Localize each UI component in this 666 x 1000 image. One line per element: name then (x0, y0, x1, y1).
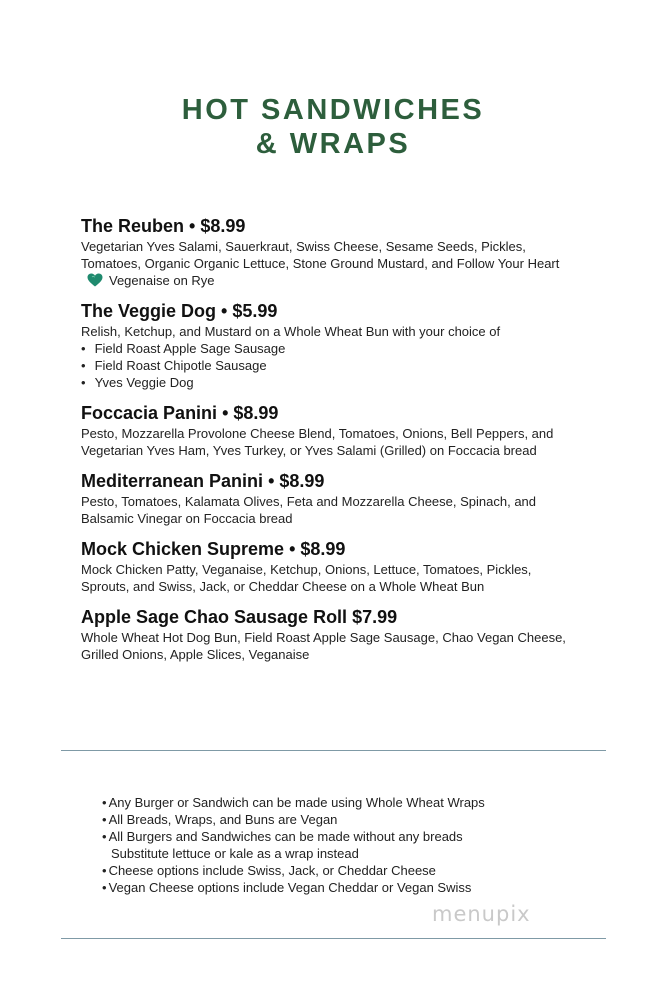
menu-item-foccacia-panini (81, 401, 581, 459)
item-price: $8.99 (200, 216, 246, 236)
item-description-text: Vegenaise on Rye (109, 273, 215, 288)
item-description-text: Vegetarian Yves Salami, Sauerkraut, Swiss Cheese, Sesame Seeds, Pickles, Tomatoes, Organic Organic Lettuce, Stone Ground Mustard, and Follow Your Heart (81, 239, 560, 271)
menu-item-reuben (81, 214, 581, 289)
item-heading (81, 537, 581, 561)
item-separator: • (217, 403, 234, 423)
note-item: Substitute lettuce or kale as a wrap instead (111, 846, 359, 861)
option-item: • Field Roast Apple Sage Sausage (81, 340, 581, 357)
item-heading (81, 214, 581, 238)
menu-item-mediterranean-panini (81, 469, 581, 527)
note-item: • Vegan Cheese options include Vegan Cheddar or Vegan Swiss (102, 879, 572, 896)
menu-item-mock-chicken-supreme (81, 537, 581, 595)
watermark: menupix (432, 902, 531, 926)
divider-top (61, 750, 606, 751)
item-price: $8.99 (279, 471, 325, 491)
item-price: $8.99 (300, 539, 346, 559)
item-description: Pesto, Mozzarella Provolone Cheese Blend, Tomatoes, Onions, Bell Peppers, and Vegetarian Yves Ham, Yves Turkey, or Yves Salami (Grilled) on Foccacia bread (81, 426, 554, 458)
menu-item-apple-sage-roll (81, 605, 581, 663)
item-description (81, 238, 581, 289)
item-price: $8.99 (233, 403, 279, 423)
item-separator: • (284, 539, 301, 559)
item-separator: • (184, 216, 201, 236)
note-item: • All Burgers and Sandwiches can be made without any breads (102, 828, 572, 845)
item-price: $7.99 (352, 607, 398, 627)
note-item: • All Breads, Wraps, and Buns are Vegan (102, 811, 572, 828)
option-item: • Yves Veggie Dog (81, 374, 581, 391)
item-name: Mock Chicken Supreme (81, 539, 285, 559)
item-name: The Veggie Dog (81, 301, 217, 321)
option-item: • Field Roast Chipotle Sausage (81, 357, 581, 374)
item-heading (81, 605, 581, 629)
menu-title-line1: HOT SANDWICHES (181, 94, 485, 126)
option-list (81, 340, 581, 391)
item-heading (81, 401, 581, 425)
notes-list (102, 794, 572, 896)
item-price: $5.99 (232, 301, 278, 321)
item-description: Whole Wheat Hot Dog Bun, Field Roast Apple Sage Sausage, Chao Vegan Cheese, Grilled Onions, Apple Slices, Veganaise (81, 630, 566, 662)
item-name: Foccacia Panini (81, 403, 218, 423)
menu-title-line2: & WRAPS (255, 128, 411, 160)
menu-item-veggie-dog (81, 299, 581, 391)
item-name: Apple Sage Chao Sausage Roll (81, 607, 348, 627)
note-item: • Cheese options include Swiss, Jack, or Cheddar Cheese (102, 862, 572, 879)
note-item: • Any Burger or Sandwich can be made using Whole Wheat Wraps (102, 794, 572, 811)
item-heading (81, 299, 581, 323)
heart-logo-icon (87, 273, 103, 287)
item-name: The Reuben (81, 216, 185, 236)
divider-bottom (61, 938, 606, 939)
item-separator: • (263, 471, 280, 491)
item-description: Mock Chicken Patty, Veganaise, Ketchup, Onions, Lettuce, Tomatoes, Pickles, Sprouts, and Swiss, Jack, or Cheddar Cheese on a Whole Wheat Bun (81, 562, 532, 594)
item-name: Mediterranean Panini (81, 471, 264, 491)
item-heading (81, 469, 581, 493)
menu-items (81, 214, 581, 673)
item-description: Relish, Ketchup, and Mustard on a Whole Wheat Bun with your choice of (81, 324, 501, 339)
item-separator: • (216, 301, 233, 321)
item-description: Pesto, Tomatoes, Kalamata Olives, Feta and Mozzarella Cheese, Spinach, and Balsamic Vinegar on Foccacia bread (81, 494, 537, 526)
